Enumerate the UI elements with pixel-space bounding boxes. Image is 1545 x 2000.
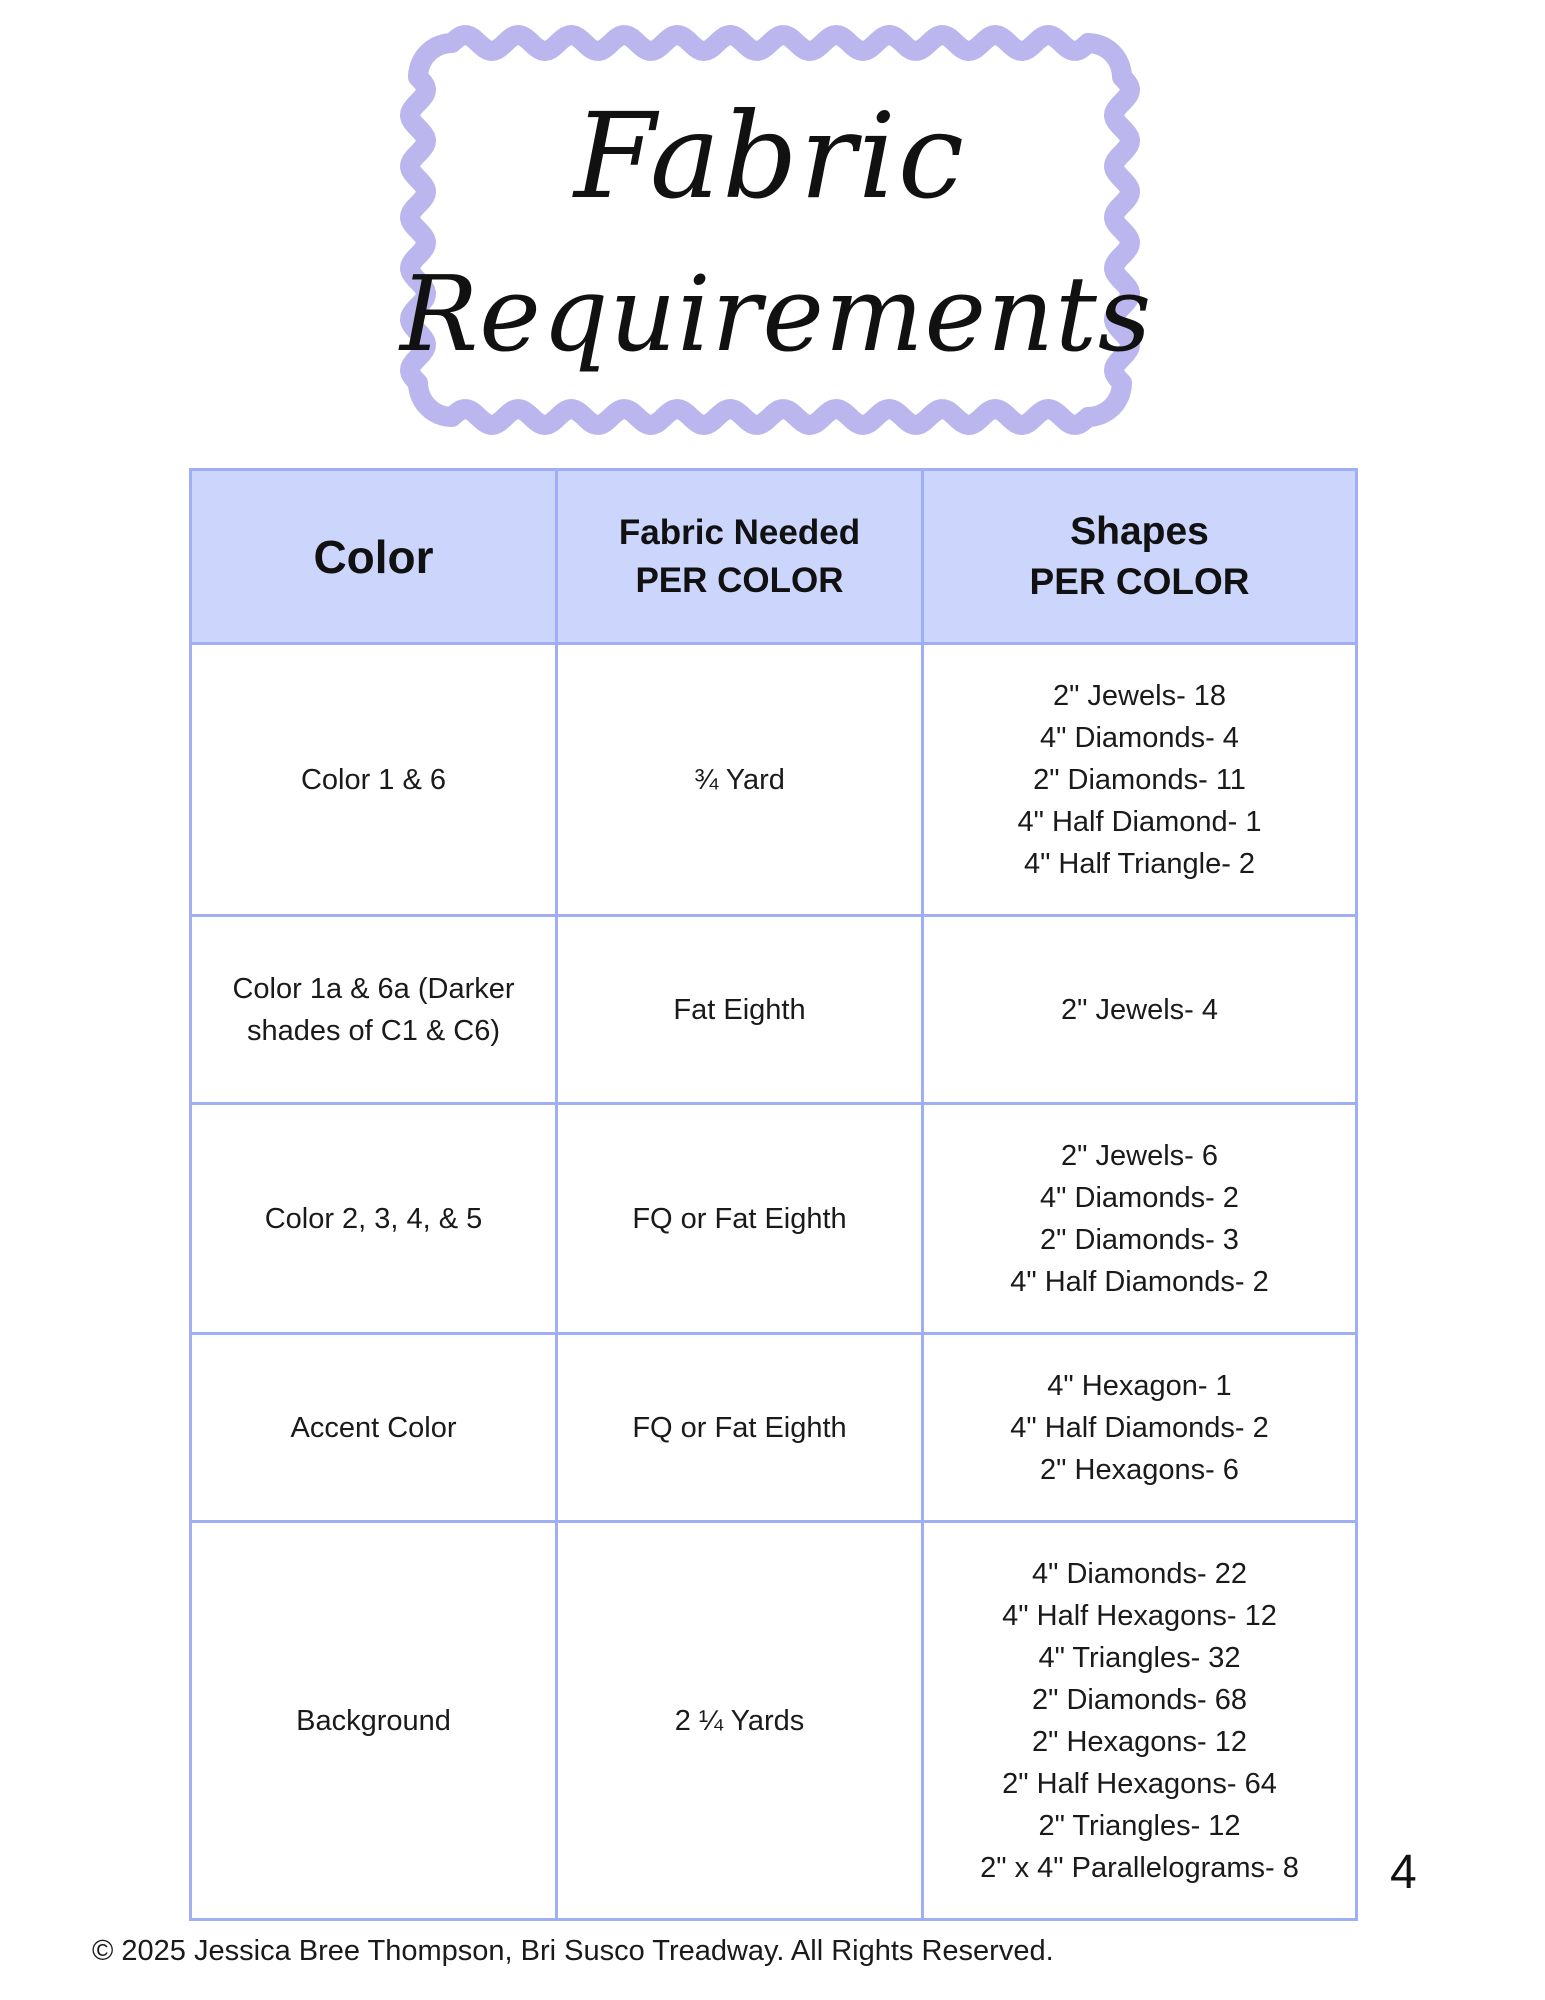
table-row: [191, 1104, 1357, 1334]
header-fabric-sub: PER COLOR: [635, 560, 844, 600]
shape-item: 2" Jewels- 6: [1061, 1139, 1218, 1172]
cell-shapes: [923, 1104, 1357, 1334]
shape-item: 4" Hexagon- 1: [1047, 1369, 1232, 1402]
cell-color: Accent Color: [191, 1334, 557, 1522]
shape-item: 2" Hexagons- 6: [1040, 1453, 1239, 1486]
title-line-2: Requirements: [400, 253, 1153, 375]
header-fabric-main: Fabric Needed: [618, 512, 861, 552]
shape-item: 2" Triangles- 12: [1038, 1809, 1241, 1842]
shape-item: 2" Hexagons- 12: [1031, 1725, 1248, 1758]
shape-item: 4" Half Diamonds- 2: [1010, 1411, 1269, 1444]
table-row: [191, 644, 1357, 916]
table-row: [191, 1522, 1357, 1920]
cell-shapes: [923, 644, 1357, 916]
cell-color: Background: [191, 1522, 557, 1920]
title-frame: [400, 25, 1153, 435]
shape-item: 2" Diamonds- 68: [1031, 1683, 1247, 1716]
shape-item: 2" Diamonds- 3: [1040, 1223, 1239, 1256]
cell-fabric: FQ or Fat Eighth: [557, 1334, 923, 1522]
shape-item: 2" Jewels- 18: [1052, 679, 1227, 712]
header-color: [191, 470, 557, 644]
shape-item: 4" Triangles- 32: [1038, 1641, 1241, 1674]
copyright-notice: © 2025 Jessica Bree Thompson, Bri Susco Treadway. All Rights Reserved.: [92, 1935, 1054, 1967]
table-row: [191, 1334, 1357, 1522]
cell-shapes: [923, 1334, 1357, 1522]
shape-item: 2" Half Hexagons- 64: [1002, 1767, 1277, 1800]
cell-color: Color 2, 3, 4, & 5: [191, 1104, 557, 1334]
shape-item: 4" Diamonds- 22: [1031, 1557, 1247, 1590]
cell-fabric: ¾ Yard: [557, 644, 923, 916]
shape-item: 2" x 4" Parallelograms- 8: [980, 1851, 1299, 1884]
shape-item: 4" Diamonds- 2: [1040, 1181, 1239, 1214]
shape-item: 4" Half Diamond- 1: [1017, 805, 1262, 838]
cell-color: Color 1 & 6: [191, 644, 557, 916]
cell-fabric: FQ or Fat Eighth: [557, 1104, 923, 1334]
header-fabric-needed: [557, 470, 923, 644]
cell-fabric: 2 ¼ Yards: [557, 1522, 923, 1920]
cell-shapes: [923, 916, 1357, 1104]
shape-item: 4" Half Triangle- 2: [1023, 847, 1256, 880]
header-shapes-sub: PER COLOR: [1029, 560, 1250, 602]
cell-shapes: [923, 1522, 1357, 1920]
page-number: 4: [1390, 1846, 1417, 1899]
shape-item: 4" Half Diamonds- 2: [1010, 1265, 1269, 1298]
cell-color: Color 1a & 6a (Darker shades of C1 & C6): [191, 916, 557, 1104]
header-shapes: [923, 470, 1357, 644]
shape-item: 4" Diamonds- 4: [1040, 721, 1239, 754]
shape-item: 2" Diamonds- 11: [1033, 763, 1246, 796]
fabric-requirements-table: [189, 468, 1358, 1921]
shape-item: 4" Half Hexagons- 12: [1002, 1599, 1277, 1632]
table-row: [191, 916, 1357, 1104]
header-color-label: Color: [313, 530, 434, 583]
header-shapes-main: Shapes: [1070, 509, 1209, 553]
table-header-row: [191, 470, 1357, 644]
title-line-1: Fabric: [574, 87, 966, 225]
shape-item: 2" Jewels- 4: [1061, 993, 1218, 1026]
cell-fabric: Fat Eighth: [557, 916, 923, 1104]
